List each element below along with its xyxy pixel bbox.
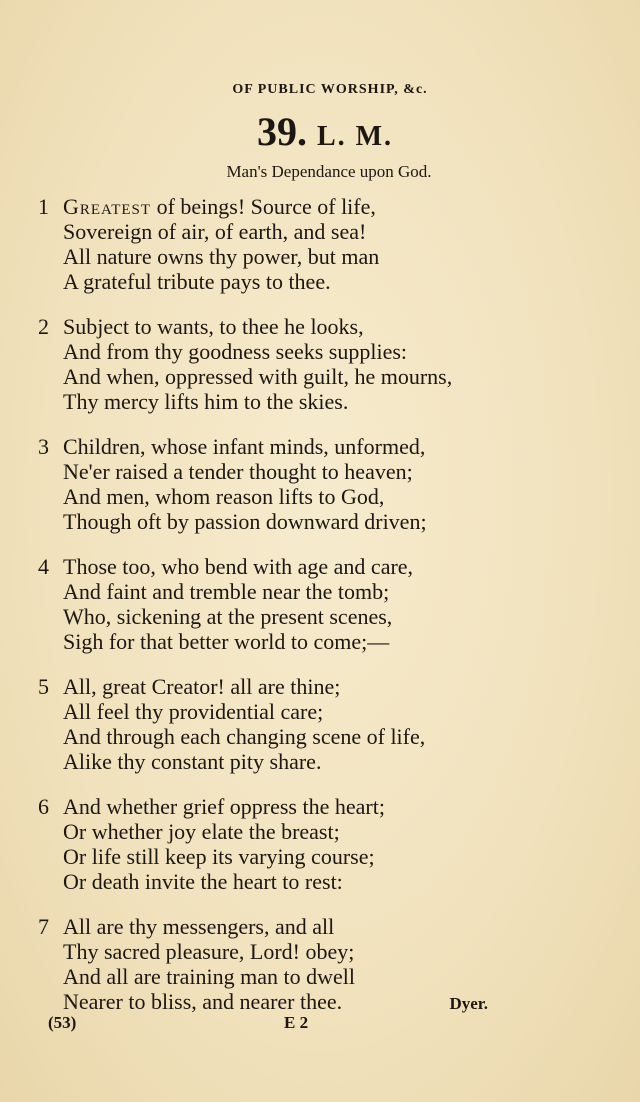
verse-line: All, great Creator! all are thine; <box>63 674 341 699</box>
verse-line: Or life still keep its varying course; <box>63 844 375 869</box>
verse-line: Nearer to bliss, and nearer thee. <box>63 989 343 1014</box>
verse-line: And when, oppressed with guilt, he mourns, <box>63 364 453 389</box>
verse-line: Though oft by passion downward driven; <box>63 509 427 534</box>
stanza-number: 7 <box>38 914 49 939</box>
verse-line: Or death invite the heart to rest: <box>63 869 343 894</box>
verse-line: Ne'er raised a tender thought to heaven; <box>63 459 413 484</box>
hymn-title: Man's Dependance upon God. <box>226 162 432 181</box>
verse-line: All are thy messengers, and all <box>63 914 335 939</box>
verse-line: Children, whose infant minds, unformed, <box>63 434 426 459</box>
stanza-number: 3 <box>38 434 49 459</box>
hymn-number: 39. <box>256 109 307 154</box>
stanza-1 <box>38 194 618 294</box>
hymn-verses <box>38 194 618 1034</box>
signature-mark: E 2 <box>284 1013 309 1032</box>
stanza-6 <box>38 794 618 894</box>
stanza-3 <box>38 434 618 534</box>
verse-line: And from thy goodness seeks supplies: <box>63 339 408 364</box>
verse-line: All nature owns thy power, but man <box>63 244 380 269</box>
stanza-number: 5 <box>38 674 49 699</box>
verse-line: Thy sacred pleasure, Lord! obey; <box>63 939 355 964</box>
verse-line: All feel thy providential care; <box>63 699 324 724</box>
opening-word: Greatest <box>63 194 152 219</box>
verse-line: A grateful tribute pays to thee. <box>63 269 331 294</box>
verse-line: Thy mercy lifts him to the skies. <box>63 389 349 414</box>
running-header: OF PUBLIC WORSHIP, &c. <box>232 82 428 97</box>
stanza-number: 1 <box>38 194 49 219</box>
verse-line: And through each changing scene of life, <box>63 724 426 749</box>
verse-line: Sovereign of air, of earth, and sea! <box>63 219 367 244</box>
verse-line: Subject to wants, to thee he looks, <box>63 314 364 339</box>
verse-line: And men, whom reason lifts to God, <box>63 484 385 509</box>
verse-line: And whether grief oppress the heart; <box>63 794 385 819</box>
verse-line: Or whether joy elate the breast; <box>63 819 340 844</box>
stanza-7 <box>38 914 618 1014</box>
stanza-number: 2 <box>38 314 49 339</box>
verse-line: Who, sickening at the present scenes, <box>63 604 393 629</box>
hymn-author: Dyer. <box>449 994 488 1013</box>
verse-line: Those too, who bend with age and care, <box>63 554 414 579</box>
verse-line: Greatest of beings! Source of life, <box>63 194 376 219</box>
stanza-5 <box>38 674 618 774</box>
verse-line: And faint and tremble near the tomb; <box>63 579 390 604</box>
hymn-heading <box>0 108 640 155</box>
verse-line: And all are training man to dwell <box>63 964 356 989</box>
page-number: (53) <box>48 1013 77 1032</box>
stanza-4 <box>38 554 618 654</box>
verse-line: Alike thy constant pity share. <box>63 749 322 774</box>
stanza-number: 4 <box>38 554 49 579</box>
verse-line: Sigh for that better world to come;— <box>63 629 390 654</box>
stanza-2 <box>38 314 618 414</box>
stanza-number: 6 <box>38 794 49 819</box>
hymn-meter: L. M. <box>316 121 394 152</box>
